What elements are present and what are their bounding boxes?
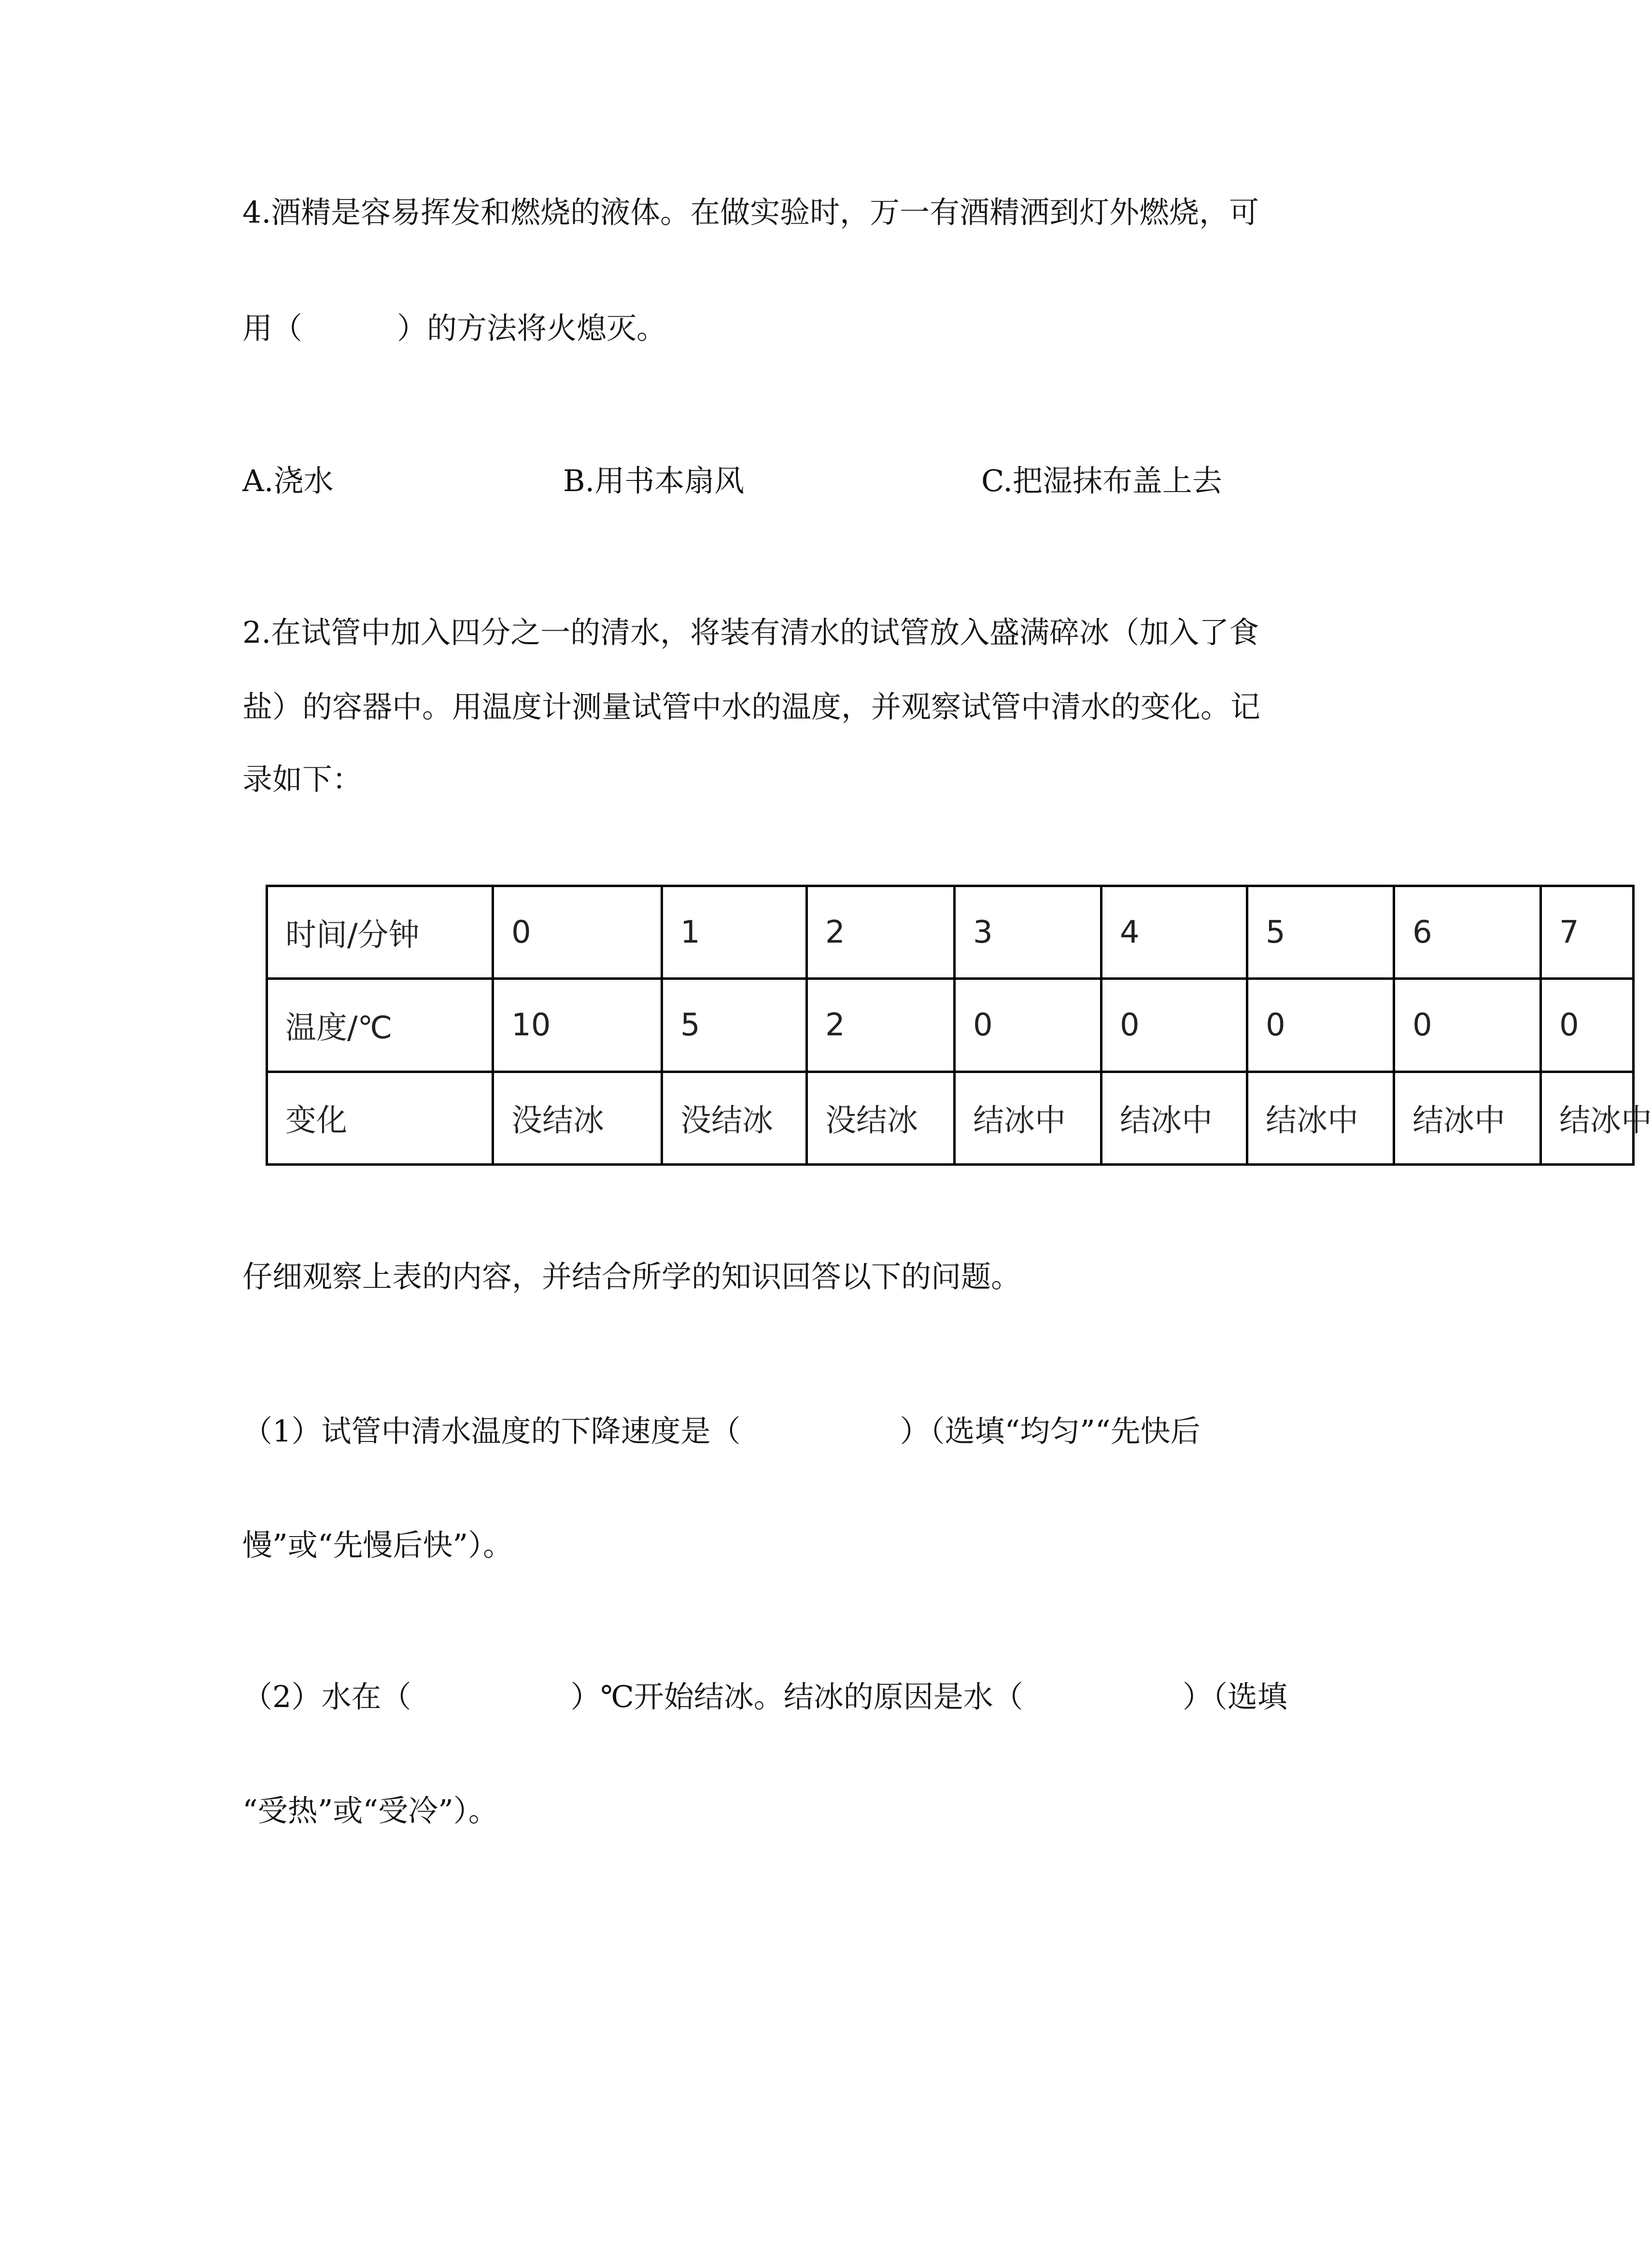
table-header-change: 变化 (267, 1072, 493, 1164)
table-cell: 结冰中 (1101, 1072, 1247, 1164)
table-cell: 0 (1541, 979, 1634, 1072)
q2-stem-line-3: 录如下： (242, 762, 363, 797)
table-cell: 没结冰 (493, 1072, 662, 1164)
q4-option-c[interactable]: C.把湿抹布盖上去 (981, 463, 1222, 498)
sub2-line-2: “受热”或“受冷”）。 (242, 1793, 498, 1828)
sub1-prefix: （1）试管中清水温度的下降速度是（ (242, 1413, 741, 1449)
sub2-middle: ）℃开始结冰。结冰的原因是水（ (570, 1679, 1023, 1714)
q4-option-b[interactable]: B.用书本扇风 (563, 463, 745, 498)
q4-stem-line-1: 4.酒精是容易挥发和燃烧的液体。在做实验时，万一有酒精洒到灯外燃烧，可 (242, 195, 1259, 230)
q2-stem-line-2: 盐）的容器中。用温度计测量试管中水的温度，并观察试管中清水的变化。记 (242, 689, 1261, 724)
table-cell: 0 (1247, 979, 1394, 1072)
table-cell: 0 (955, 979, 1101, 1072)
sub2-suffix: ）（选填 (1182, 1679, 1287, 1714)
table-header-temperature: 温度/℃ (267, 979, 493, 1072)
sub2-prefix: （2）水在（ (242, 1679, 411, 1714)
sub1-middle: ）（选填“均匀”“先快后 (900, 1413, 1200, 1449)
q4-option-a[interactable]: A.浇水 (242, 463, 334, 498)
instruction-text: 仔细观察上表的内容，并结合所学的知识回答以下的问题。 (242, 1259, 1021, 1294)
table-cell: 10 (493, 979, 662, 1072)
q4-stem-line-2 (242, 310, 666, 347)
table-cell: 2 (807, 886, 955, 979)
table-row-time (267, 886, 1634, 979)
table-cell: 0 (1101, 979, 1247, 1072)
table-cell: 6 (1394, 886, 1541, 979)
sub1-line-1 (242, 1413, 1200, 1450)
table-cell: 结冰中 (1247, 1072, 1394, 1164)
table-cell: 0 (1394, 979, 1541, 1072)
table-row-temperature (267, 979, 1634, 1072)
table-cell: 结冰中 (955, 1072, 1101, 1164)
table-cell: 3 (955, 886, 1101, 979)
table-cell: 没结冰 (662, 1072, 807, 1164)
sub2-line-1 (242, 1679, 1287, 1715)
q4-stem-prefix: 用（ (242, 311, 303, 346)
table-cell: 2 (807, 979, 955, 1072)
table-cell: 7 (1541, 886, 1634, 979)
table-cell: 0 (493, 886, 662, 979)
table-cell: 5 (1247, 886, 1394, 979)
table-row-change (267, 1072, 1634, 1164)
q4-stem-suffix: ）的方法将火熄灭。 (397, 311, 667, 346)
table-cell: 结冰中 (1541, 1072, 1634, 1164)
table-cell: 结冰中 (1394, 1072, 1541, 1164)
record-table (266, 885, 1652, 1166)
table-header-time: 时间/分钟 (267, 886, 493, 979)
q2-stem-line-1: 2.在试管中加入四分之一的清水，将装有清水的试管放入盛满碎冰（加入了食 (242, 615, 1259, 650)
sub1-line-2: 慢”或“先慢后快”）。 (242, 1527, 513, 1563)
table-cell: 没结冰 (807, 1072, 955, 1164)
table-cell: 1 (662, 886, 807, 979)
table-cell: 5 (662, 979, 807, 1072)
table-cell: 4 (1101, 886, 1247, 979)
